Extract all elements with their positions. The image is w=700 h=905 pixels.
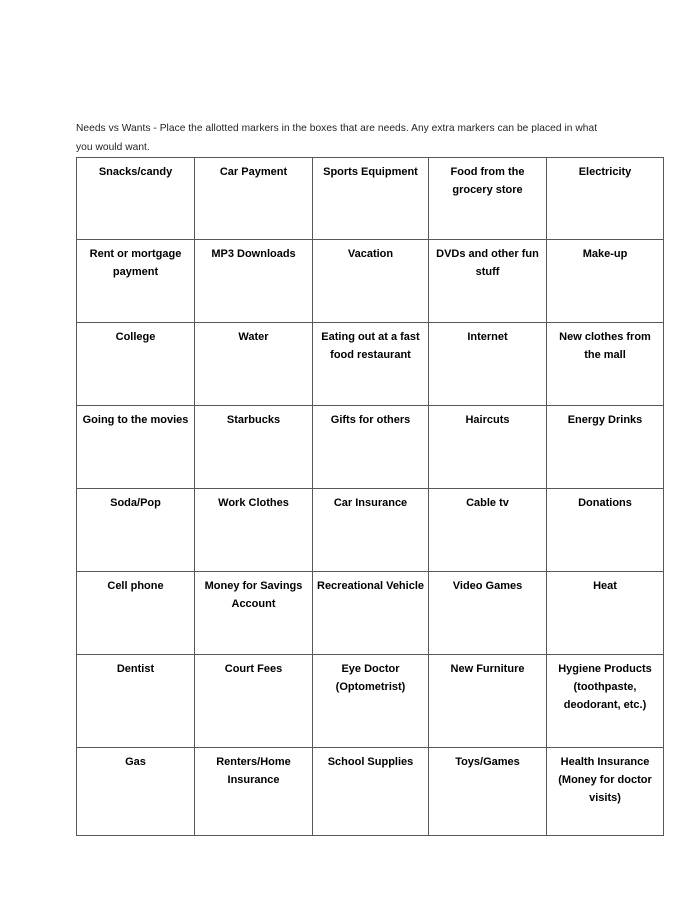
cell-label: Video Games: [452, 580, 523, 592]
table-cell[interactable]: [429, 572, 547, 655]
table-row: [77, 323, 664, 406]
table-cell[interactable]: [429, 489, 547, 572]
table-cell[interactable]: [429, 158, 547, 240]
cell-label: Make-up: [582, 248, 628, 260]
table-cell[interactable]: [547, 158, 664, 240]
cell-label: Gas: [125, 756, 146, 768]
table-cell[interactable]: [77, 489, 195, 572]
cell-label: Sports Equipment: [323, 166, 418, 178]
table-cell[interactable]: [195, 572, 313, 655]
cell-label: Energy Drinks: [567, 414, 643, 426]
cell-label: Toys/Games: [455, 756, 520, 768]
cell-label: Cable tv: [466, 497, 509, 509]
table-cell[interactable]: [195, 655, 313, 748]
table-row: [77, 655, 664, 748]
table-cell[interactable]: [195, 240, 313, 323]
table-cell[interactable]: [547, 489, 664, 572]
cell-label: New clothes from the mall: [559, 331, 651, 361]
table-row: [77, 158, 664, 240]
cell-label: Gifts for others: [330, 414, 411, 426]
table-cell[interactable]: [313, 158, 429, 240]
cell-label: Car Insurance: [333, 497, 408, 509]
table-cell[interactable]: [547, 323, 664, 406]
table-row: [77, 240, 664, 323]
cell-label: Internet: [467, 331, 508, 343]
table-cell[interactable]: [77, 323, 195, 406]
needs-vs-wants-table: [76, 157, 664, 836]
cell-label: New Furniture: [450, 663, 525, 675]
table-row: [77, 489, 664, 572]
table-cell[interactable]: [429, 406, 547, 489]
table-cell[interactable]: [313, 489, 429, 572]
cell-label: Work Clothes: [218, 497, 289, 509]
cell-label: Haircuts: [465, 414, 510, 426]
table-cell[interactable]: [77, 572, 195, 655]
table-cell[interactable]: [313, 572, 429, 655]
table-cell[interactable]: [429, 323, 547, 406]
table-cell[interactable]: [195, 406, 313, 489]
cell-label: Starbucks: [226, 414, 281, 426]
table-cell[interactable]: [195, 489, 313, 572]
table-cell[interactable]: [77, 748, 195, 836]
table-cell[interactable]: [195, 748, 313, 836]
cell-label: School Supplies: [327, 756, 414, 768]
cell-label: Dentist: [116, 663, 155, 675]
cell-label: Cell phone: [107, 580, 164, 592]
table-cell[interactable]: [313, 240, 429, 323]
cell-label: Water: [238, 331, 269, 343]
cell-label: MP3 Downloads: [211, 248, 296, 260]
table-cell[interactable]: [429, 655, 547, 748]
table-cell[interactable]: [547, 406, 664, 489]
cell-label: Health Insurance (Money for doctor visits): [558, 756, 652, 804]
table-cell[interactable]: [77, 158, 195, 240]
table-row: [77, 572, 664, 655]
cell-label: Donations: [578, 497, 632, 509]
table-cell[interactable]: [313, 406, 429, 489]
table-cell[interactable]: [547, 748, 664, 836]
table-cell[interactable]: [77, 655, 195, 748]
table-cell[interactable]: [313, 748, 429, 836]
cell-label: Eye Doctor (Optometrist): [335, 663, 406, 693]
cell-label: Snacks/candy: [98, 166, 173, 178]
cell-label: College: [115, 331, 156, 343]
cell-label: Money for Savings Account: [204, 580, 303, 610]
cell-label: Hygiene Products (toothpaste, deodorant, etc.): [558, 663, 652, 711]
cell-label: Eating out at a fast food restaurant: [321, 331, 420, 361]
table-cell[interactable]: [77, 406, 195, 489]
table-cell[interactable]: [313, 323, 429, 406]
table-cell[interactable]: [195, 158, 313, 240]
cell-label: Recreational Vehicle: [317, 580, 424, 592]
cell-label: Going to the movies: [82, 414, 189, 426]
table-cell[interactable]: [429, 240, 547, 323]
table-cell[interactable]: [195, 323, 313, 406]
instructions-text: Needs vs Wants - Place the allotted markers in the boxes that are needs. Any extra markers can be placed in what you would want.: [76, 123, 598, 154]
cell-label: Renters/Home Insurance: [216, 756, 291, 786]
cell-label: Rent or mortgage payment: [89, 248, 182, 278]
cell-label: Food from the grocery store: [450, 166, 525, 196]
table-body: [77, 158, 664, 836]
table-cell[interactable]: [547, 240, 664, 323]
table-row: [77, 748, 664, 836]
cell-label: Court Fees: [224, 663, 283, 675]
table-cell[interactable]: [429, 748, 547, 836]
cell-label: DVDs and other fun stuff: [436, 248, 539, 278]
cell-label: Electricity: [578, 166, 632, 178]
table-cell[interactable]: [77, 240, 195, 323]
table-row: [77, 406, 664, 489]
cell-label: Soda/Pop: [110, 497, 161, 509]
table-cell[interactable]: [547, 572, 664, 655]
cell-label: Car Payment: [219, 166, 288, 178]
cell-label: Heat: [593, 580, 617, 592]
cell-label: Vacation: [347, 248, 394, 260]
table-cell[interactable]: [313, 655, 429, 748]
table-cell[interactable]: [547, 655, 664, 748]
